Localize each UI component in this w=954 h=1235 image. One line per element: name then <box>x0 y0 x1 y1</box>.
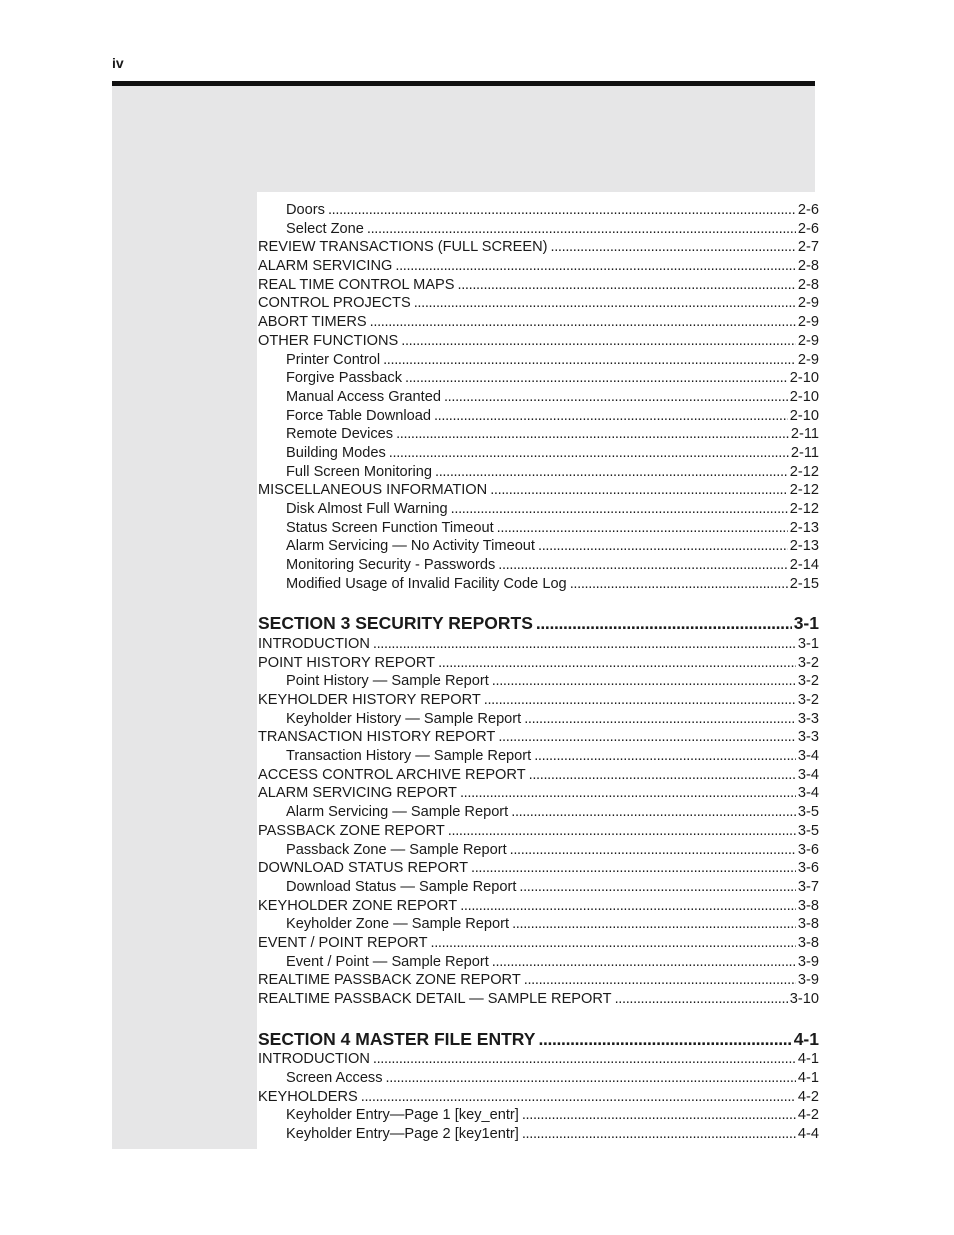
page-number: iv <box>112 55 124 71</box>
toc-entry[interactable] <box>258 463 819 482</box>
dot-leader <box>519 878 796 897</box>
toc-entry[interactable] <box>258 822 819 841</box>
toc-entry-title: TRANSACTION HISTORY REPORT <box>258 729 496 746</box>
toc-entry-page: 3-2 <box>797 654 819 671</box>
toc-entry[interactable] <box>258 710 819 729</box>
toc-entry[interactable] <box>258 728 819 747</box>
toc-entry-title: Disk Almost Full Warning <box>286 501 448 517</box>
toc-entry-title: ALARM SERVICING REPORT <box>258 785 457 802</box>
toc-entry-title: KEYHOLDER HISTORY REPORT <box>258 692 481 708</box>
toc-entry[interactable] <box>258 878 819 897</box>
toc-entry[interactable] <box>258 575 819 594</box>
dot-leader <box>361 1088 796 1107</box>
toc-entry[interactable] <box>258 332 819 351</box>
toc-entry[interactable] <box>258 313 819 332</box>
toc-entry-page: 2-9 <box>797 314 819 331</box>
dot-leader <box>373 1050 796 1069</box>
dot-leader <box>492 672 796 691</box>
dot-leader <box>510 841 796 860</box>
dot-leader <box>367 220 796 239</box>
dot-leader <box>538 537 788 556</box>
toc-entry-page: 3-5 <box>797 822 819 839</box>
toc-entry-page: 3-6 <box>797 841 819 858</box>
toc-entry-title: Keyholder Zone — Sample Report <box>286 916 510 933</box>
toc-entry-page: 2-11 <box>790 444 819 461</box>
toc-entry-page: 4-1 <box>797 1051 819 1068</box>
toc-entry[interactable] <box>258 519 819 538</box>
toc-entry-page: 3-1 <box>797 635 819 652</box>
toc-entry[interactable] <box>258 691 819 710</box>
toc-entry-title: REVIEW TRANSACTIONS (FULL SCREEN) <box>258 239 548 256</box>
dot-leader <box>395 257 796 276</box>
toc-entry-page: 2-12 <box>789 463 819 480</box>
dot-leader <box>615 990 788 1009</box>
toc-entry-page: 3-6 <box>797 860 819 877</box>
toc-entry-title: ABORT TIMERS <box>258 314 367 331</box>
toc-entry-page: 3-3 <box>797 710 819 727</box>
toc-entry-page: 3-8 <box>797 916 819 933</box>
dot-leader <box>405 369 788 388</box>
dot-leader <box>373 635 796 654</box>
toc-entry-page: 2-9 <box>797 351 819 368</box>
toc-entry-title: INTRODUCTION <box>258 635 370 652</box>
dot-leader <box>522 1125 796 1144</box>
toc-entry-page: 3-3 <box>797 729 819 746</box>
dot-leader <box>550 238 795 257</box>
toc-entry[interactable] <box>258 500 819 519</box>
toc-entry-title: KEYHOLDER ZONE REPORT <box>258 897 458 914</box>
toc-entry-title: Transaction History — Sample Report <box>286 748 532 765</box>
gray-band-left <box>112 192 257 1149</box>
dot-leader <box>522 1106 796 1125</box>
toc-entry-title: Keyholder Entry—Page 2 [key1entr] <box>286 1125 519 1142</box>
toc-entry-title: Alarm Servicing — Sample Report <box>286 804 509 821</box>
toc-entry-title: Building Modes <box>286 444 386 461</box>
toc-entry-page: 3-2 <box>797 692 819 708</box>
toc-entry-page: 3-9 <box>797 972 819 989</box>
toc-entry-title: REAL TIME CONTROL MAPS <box>258 276 455 293</box>
toc-entry-title: ACCESS CONTROL ARCHIVE REPORT <box>258 766 526 783</box>
toc-entry-page: 4-2 <box>797 1088 819 1105</box>
toc-entry-page: 3-1 <box>793 613 819 634</box>
toc-entry-title: Point History — Sample Report <box>286 673 489 690</box>
toc-entry[interactable] <box>258 654 819 673</box>
toc-entry[interactable] <box>258 784 819 803</box>
toc-entry-page: 4-1 <box>797 1069 819 1086</box>
toc-entry-title: Manual Access Granted <box>286 388 441 405</box>
toc-entry[interactable] <box>258 1069 819 1088</box>
table-of-contents <box>258 201 819 1144</box>
dot-leader <box>511 803 796 822</box>
toc-entry[interactable] <box>258 990 819 1009</box>
toc-entry-title: CONTROL PROJECTS <box>258 295 411 312</box>
toc-entry-title: Printer Control <box>286 351 381 368</box>
toc-entry[interactable] <box>258 537 819 556</box>
toc-entry-page: 3-8 <box>797 934 819 951</box>
toc-entry-title: Force Table Download <box>286 407 431 424</box>
toc-entry-page: 2-9 <box>797 332 819 349</box>
gray-band-top <box>112 86 815 192</box>
toc-entry[interactable] <box>258 953 819 972</box>
dot-leader <box>492 953 796 972</box>
toc-entry[interactable] <box>258 201 819 220</box>
toc-entry[interactable] <box>258 1106 819 1125</box>
dot-leader <box>370 313 796 332</box>
toc-entry-title: Keyholder History — Sample Report <box>286 710 522 727</box>
dot-leader <box>401 332 796 351</box>
toc-entry-page: 2-10 <box>789 388 819 405</box>
toc-entry-title: Full Screen Monitoring <box>286 463 433 480</box>
dot-leader <box>538 1029 791 1051</box>
toc-entry-title: DOWNLOAD STATUS REPORT <box>258 860 469 877</box>
dot-leader <box>512 915 796 934</box>
toc-entry-title: Monitoring Security - Passwords <box>286 557 496 574</box>
toc-entry[interactable] <box>258 897 819 916</box>
dot-leader <box>498 728 796 747</box>
dot-leader <box>448 822 796 841</box>
dot-leader <box>434 407 788 426</box>
toc-entry-title: INTRODUCTION <box>258 1051 370 1068</box>
toc-entry[interactable] <box>258 220 819 239</box>
dot-leader <box>524 971 796 990</box>
dot-leader <box>458 276 796 295</box>
toc-entry[interactable] <box>258 444 819 463</box>
dot-leader <box>435 463 788 482</box>
toc-entry-page: 3-8 <box>797 897 819 914</box>
toc-entry-title: Remote Devices <box>286 426 394 443</box>
toc-entry-title: Doors <box>286 202 325 218</box>
toc-entry-title: PASSBACK ZONE REPORT <box>258 822 445 839</box>
toc-entry[interactable] <box>258 859 819 878</box>
toc-entry-title: Keyholder Entry—Page 1 [key_entr] <box>286 1107 519 1124</box>
dot-leader <box>471 859 796 878</box>
toc-entry-title: Event / Point — Sample Report <box>286 953 489 970</box>
toc-entry-page: 3-4 <box>797 748 819 765</box>
dot-leader <box>497 519 788 538</box>
toc-entry[interactable] <box>258 672 819 691</box>
toc-entry-page: 2-11 <box>790 426 819 443</box>
toc-entry-title: OTHER FUNCTIONS <box>258 332 399 349</box>
toc-entry-page: 3-7 <box>797 878 819 895</box>
toc-entry[interactable] <box>258 388 819 407</box>
dot-leader <box>460 897 796 916</box>
toc-entry-page: 3-5 <box>797 804 819 821</box>
toc-entry[interactable] <box>258 294 819 313</box>
toc-entry-page: 2-13 <box>789 538 819 555</box>
toc-entry[interactable] <box>258 1125 819 1144</box>
toc-entry-page: 2-15 <box>789 575 819 592</box>
toc-entry[interactable] <box>258 369 819 388</box>
toc-entry-page: 3-9 <box>797 953 819 970</box>
toc-entry[interactable] <box>258 407 819 426</box>
dot-leader <box>328 201 796 220</box>
toc-entry[interactable] <box>258 971 819 990</box>
dot-leader <box>414 294 796 313</box>
dot-leader <box>536 613 792 635</box>
toc-entry-page: 3-4 <box>797 785 819 802</box>
toc-entry-page: 2-6 <box>797 202 819 218</box>
toc-entry-page: 4-1 <box>793 1028 819 1049</box>
dot-leader <box>431 934 796 953</box>
dot-leader <box>396 425 789 444</box>
dot-leader <box>529 766 796 785</box>
toc-entry-title: Status Screen Function Timeout <box>286 519 494 536</box>
toc-entry-page: 2-9 <box>797 295 819 312</box>
toc-entry-title: Alarm Servicing — No Activity Timeout <box>286 538 535 555</box>
toc-entry[interactable] <box>258 635 819 654</box>
toc-entry-title: Forgive Passback <box>286 370 402 387</box>
toc-entry-page: 4-2 <box>797 1107 819 1124</box>
dot-leader <box>484 691 796 710</box>
dot-leader <box>570 575 788 594</box>
toc-entry-page: 3-10 <box>789 991 819 1007</box>
dot-leader <box>451 500 788 519</box>
dot-leader <box>490 481 788 500</box>
toc-entry-title: REALTIME PASSBACK DETAIL — SAMPLE REPORT <box>258 991 612 1007</box>
toc-entry-page: 2-10 <box>789 370 819 387</box>
toc-entry[interactable] <box>258 556 819 575</box>
toc-entry-page: 4-4 <box>797 1125 819 1142</box>
toc-entry[interactable] <box>258 803 819 822</box>
toc-entry-page: 3-2 <box>797 673 819 690</box>
toc-entry-page: 2-6 <box>797 220 819 237</box>
toc-entry[interactable] <box>258 238 819 257</box>
toc-entry-page: 2-12 <box>789 482 819 499</box>
toc-entry[interactable] <box>258 1050 819 1069</box>
toc-entry[interactable] <box>258 1088 819 1107</box>
toc-entry-title: Modified Usage of Invalid Facility Code Log <box>286 575 567 592</box>
toc-entry-page: 2-8 <box>797 276 819 293</box>
toc-entry-page: 2-13 <box>789 519 819 536</box>
dot-leader <box>386 1069 796 1088</box>
toc-entry-title: EVENT / POINT REPORT <box>258 934 428 951</box>
toc-entry[interactable] <box>258 276 819 295</box>
dot-leader <box>498 556 788 575</box>
dot-leader <box>389 444 789 463</box>
toc-entry-title: POINT HISTORY REPORT <box>258 654 436 671</box>
toc-entry-title: Screen Access <box>286 1069 383 1086</box>
toc-entry[interactable] <box>258 915 819 934</box>
toc-entry-title: REALTIME PASSBACK ZONE REPORT <box>258 972 521 989</box>
toc-entry[interactable] <box>258 425 819 444</box>
toc-entry-title: MISCELLANEOUS INFORMATION <box>258 482 488 499</box>
toc-entry[interactable] <box>258 257 819 276</box>
toc-entry[interactable] <box>258 934 819 953</box>
toc-entry[interactable] <box>258 841 819 860</box>
dot-leader <box>534 747 796 766</box>
toc-entry-title: SECTION 4 MASTER FILE ENTRY <box>258 1028 536 1049</box>
toc-entry[interactable] <box>258 766 819 785</box>
dot-leader <box>524 710 796 729</box>
toc-entry-title: SECTION 3 SECURITY REPORTS <box>258 613 533 634</box>
toc-section-heading[interactable] <box>258 1029 819 1051</box>
toc-entry-title: ALARM SERVICING <box>258 258 393 275</box>
toc-entry-page: 2-10 <box>789 407 819 424</box>
toc-entry-page: 2-12 <box>789 501 819 517</box>
toc-entry-page: 2-14 <box>789 557 819 574</box>
dot-leader <box>438 654 796 673</box>
toc-entry[interactable] <box>258 351 819 370</box>
toc-entry-page: 2-8 <box>797 258 819 275</box>
dot-leader <box>460 784 796 803</box>
toc-entry[interactable] <box>258 747 819 766</box>
toc-entry-title: Download Status — Sample Report <box>286 878 517 895</box>
toc-entry-page: 3-4 <box>797 766 819 783</box>
toc-entry-title: Passback Zone — Sample Report <box>286 841 507 858</box>
dot-leader <box>383 351 796 370</box>
dot-leader <box>444 388 788 407</box>
toc-section-heading[interactable] <box>258 613 819 635</box>
toc-entry-page: 2-7 <box>797 239 819 256</box>
toc-entry[interactable] <box>258 481 819 500</box>
toc-entry-title: KEYHOLDERS <box>258 1088 358 1105</box>
toc-entry-title: Select Zone <box>286 220 364 237</box>
